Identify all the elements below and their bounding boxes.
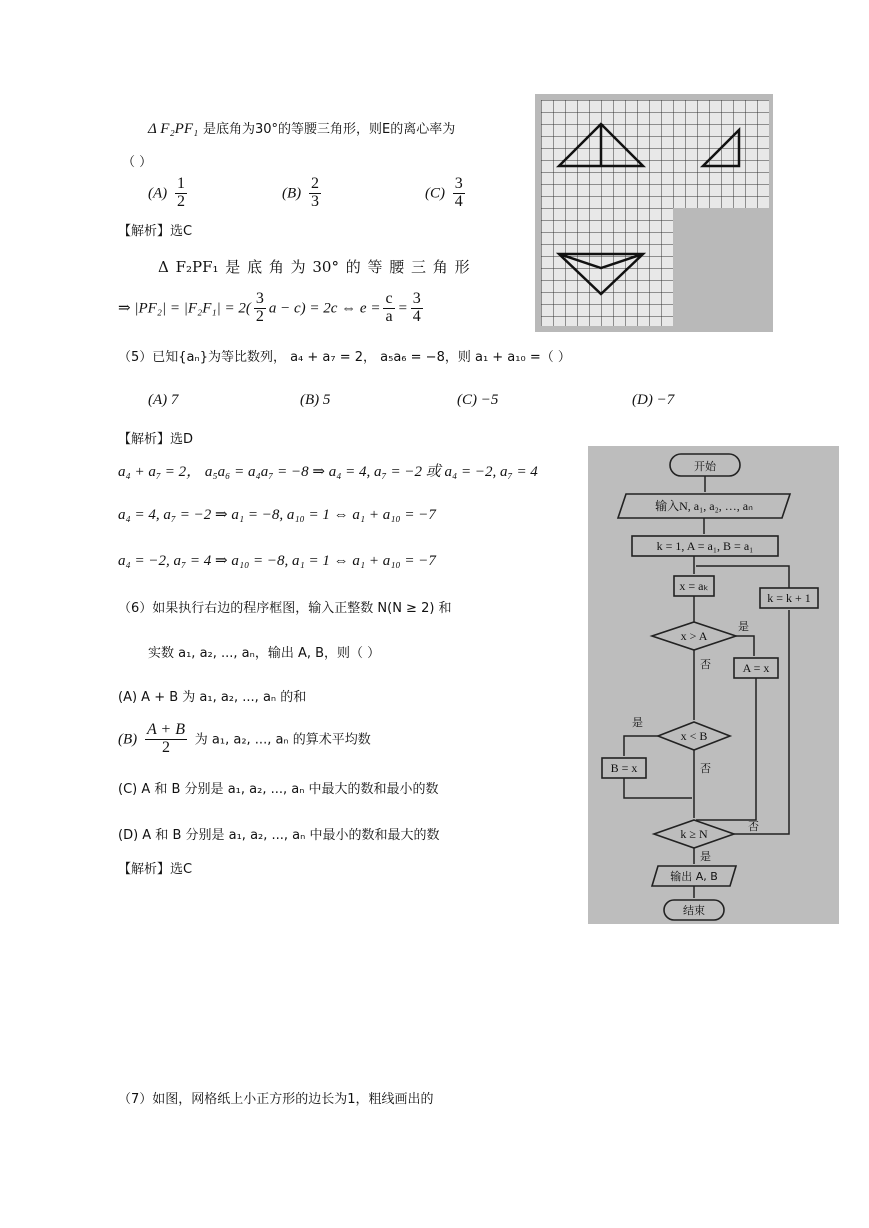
q5-option-c: (C) −5 <box>457 392 499 408</box>
q4-option-b <box>282 176 324 211</box>
q7-stem: （7）如图，网格纸上小正方形的边长为1，粗线画出的 <box>118 1092 434 1107</box>
q4-b-den: 3 <box>310 192 319 210</box>
flow-cond1-no: 否 <box>700 658 711 671</box>
flow-input-text: 输入N, a₁, a₂, …, aₙ <box>655 499 753 513</box>
q4-solution-line1: Δ F₂PF₁ 是 底 角 为 30° 的 等 腰 三 角 形 <box>158 258 470 276</box>
q6-analysis: 【解析】选C <box>118 862 193 877</box>
q5-solution-line3: a₄ = −2, a₇ = 4 ⇒ a₁₀ = −8, a₁ = 1 ⇔ a₁ + a₁₀ = −7 <box>118 553 436 569</box>
q4-option-c <box>425 176 468 211</box>
flow-end-text: 结束 <box>683 904 705 917</box>
q4-a-num: 1 <box>176 175 185 192</box>
q4-sol-frac-1 <box>254 291 266 326</box>
q4-sol-frac-3 <box>411 291 423 326</box>
q6-stem-line2: 实数 a₁, a₂, ..., aₙ，输出 A, B，则（ ） <box>148 646 381 661</box>
q6-option-c: (C) A 和 B 分别是 a₁, a₂, ..., aₙ 中最大的数和最小的数 <box>118 782 439 797</box>
flow-cond1-yes: 是 <box>738 620 749 633</box>
q4-stem-rest: 是底角为30°的等腰三角形，则E的离心率为 <box>202 122 456 137</box>
q4-option-b-label: (B) <box>282 185 302 202</box>
q6-option-d: (D) A 和 B 分别是 a₁, a₂, ..., aₙ 中最小的数和最大的数 <box>118 828 440 843</box>
q4-b-num: 2 <box>310 175 319 192</box>
flow-start-text: 开始 <box>694 460 716 473</box>
q5-option-d: (D) −7 <box>632 392 675 408</box>
q4-triangle-label: Δ F₂PF₁ <box>148 121 199 137</box>
flow-cond3-text: k ≥ N <box>680 827 708 841</box>
q6-option-b <box>118 722 371 757</box>
q5-stem-text: （5）已知{aₙ}为等比数列， a₄ + a₇ = 2， a₅a₆ = −8，则 a₁ + a₁₀ =（ ） <box>118 350 571 365</box>
q5-stem <box>118 346 571 365</box>
q4-stem-line2: （ ） <box>122 155 153 170</box>
q4-sol-part-b: a − c) = 2c ⇔ e = <box>268 300 381 317</box>
q4-c-den: 4 <box>454 192 463 210</box>
q4-sol-frac1-num: 3 <box>255 290 264 307</box>
q6-stem-line1: （6）如果执行右边的程序框图，输入正整数 N(N ≥ 2) 和 <box>118 601 452 616</box>
flow-cond3-no: 否 <box>748 820 759 833</box>
q6-option-b-rest: 为 a₁, a₂, ..., aₙ 的算术平均数 <box>194 732 371 748</box>
q4-option-a-label: (A) <box>148 185 168 202</box>
flow-set-b-text: B = x <box>610 761 638 775</box>
q4-sol-part-a: ⇒ |PF₂| = |F₂F₁| = 2( <box>118 300 251 317</box>
q5-option-b: (B) 5 <box>300 392 331 408</box>
q4-stem-line1 <box>148 118 455 138</box>
q4-a-den: 2 <box>176 192 185 210</box>
q4-sol-frac3-num: 3 <box>412 290 421 307</box>
q4-sol-frac1-den: 2 <box>255 307 264 325</box>
q4-sol-frac2-den: a <box>385 307 393 325</box>
flowchart-figure <box>588 446 839 924</box>
q4-sol-frac2-num: c <box>385 290 393 307</box>
flow-cond2-text: x < B <box>680 729 708 743</box>
flow-cond1-text: x > A <box>680 629 708 643</box>
grid-paper-svg <box>535 94 773 332</box>
q6-option-a: (A) A + B 为 a₁, a₂, ..., aₙ 的和 <box>118 690 307 705</box>
flow-cond2-yes: 是 <box>632 716 643 729</box>
flow-init-text: k = 1, A = a₁, B = a₁ <box>656 539 754 553</box>
grid-blank-region <box>673 208 773 332</box>
q4-sol-frac3-den: 4 <box>412 307 421 325</box>
q4-sol-part-c: = <box>397 300 408 317</box>
q6-option-b-fraction <box>145 722 187 757</box>
q5-solution-line1: a₄ + a₇ = 2， a₅a₆ = a₄a₇ = −8 ⇒ a₄ = 4, a₇ = −2 或 a₄ = −2, a₇ = 4 <box>118 464 538 480</box>
flow-cond2-no: 否 <box>700 762 711 775</box>
grid-paper-figure <box>535 94 773 332</box>
q5-analysis: 【解析】选D <box>118 432 194 447</box>
q4-option-c-label: (C) <box>425 185 445 202</box>
q4-sol-frac-2 <box>383 291 394 326</box>
q4-option-b-fraction <box>309 176 321 211</box>
q5-solution-line2: a₄ = 4, a₇ = −2 ⇒ a₁ = −8, a₁₀ = 1 ⇔ a₁ + a₁₀ = −7 <box>118 507 436 523</box>
q4-option-c-fraction <box>453 176 465 211</box>
q5-option-a: (A) 7 <box>148 392 179 408</box>
q4-option-a-fraction <box>175 176 187 211</box>
flow-output-text: 输出 A, B <box>670 870 718 883</box>
flow-cond3-yes: 是 <box>700 850 711 863</box>
q4-c-num: 3 <box>454 175 463 192</box>
q4-solution-line2 <box>118 291 426 326</box>
q6-b-num: A + B <box>146 721 185 738</box>
flow-set-a-text: A = x <box>742 661 770 675</box>
flow-assign-text: x = aₖ <box>679 579 709 593</box>
q6-option-b-label: (B) <box>118 731 138 748</box>
q4-option-a <box>148 176 190 211</box>
flowchart-svg <box>588 446 839 924</box>
flow-increment-text: k = k + 1 <box>767 591 811 605</box>
q6-b-den: 2 <box>161 738 170 756</box>
q4-analysis: 【解析】选C <box>118 224 193 239</box>
